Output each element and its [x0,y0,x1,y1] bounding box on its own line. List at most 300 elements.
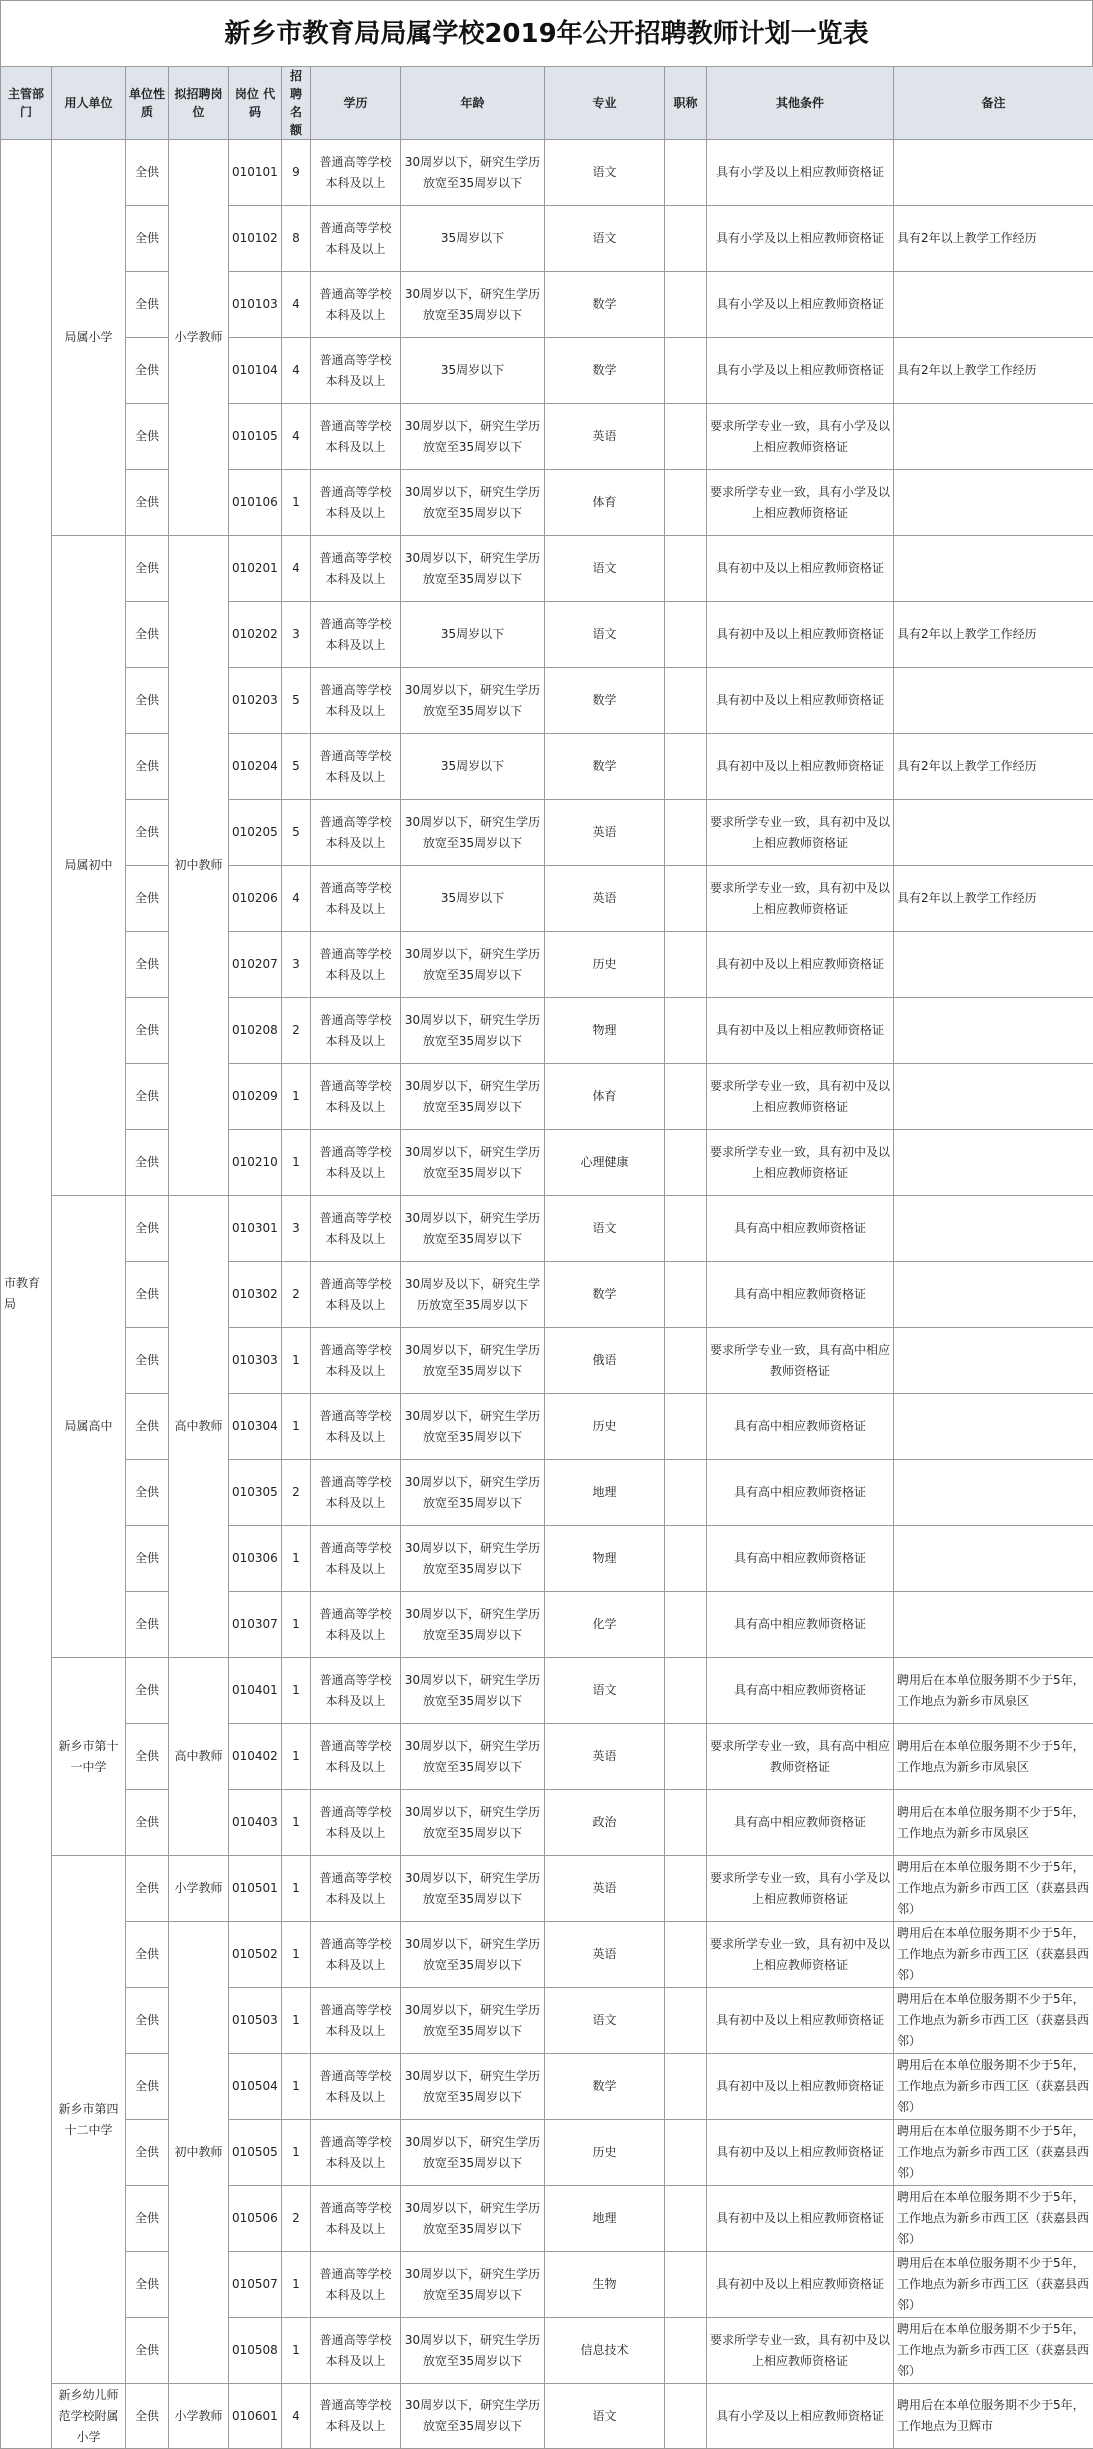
condition-cell: 具有小学及以上相应教师资格证 [707,206,894,272]
table-row [1,206,1093,272]
education-cell: 普通高等学校本科及以上 [311,1988,401,2054]
nature-cell: 全供 [126,2318,169,2384]
count-cell: 1 [282,1790,311,1856]
note-cell: 聘用后在本单位服务期不少于5年，工作地点为新乡市西工区（获嘉县西邻） [894,2054,1093,2120]
table-row [1,1262,1093,1328]
count-cell: 1 [282,1724,311,1790]
title-cell [665,2186,707,2252]
age-cell: 35周岁以下 [401,866,545,932]
title-cell [665,668,707,734]
table-row [1,2054,1093,2120]
unit-cell: 局属小学 [52,140,126,536]
age-cell: 35周岁以下 [401,734,545,800]
table-row [1,1130,1093,1196]
title-cell [665,2252,707,2318]
code-cell: 010206 [229,866,282,932]
count-cell: 2 [282,1460,311,1526]
condition-cell: 要求所学专业一致，具有高中相应教师资格证 [707,1724,894,1790]
title-cell [665,1526,707,1592]
count-cell: 8 [282,206,311,272]
code-cell: 010105 [229,404,282,470]
education-cell: 普通高等学校本科及以上 [311,470,401,536]
note-cell: 聘用后在本单位服务期不少于5年，工作地点为新乡市西工区（获嘉县西邻） [894,2120,1093,2186]
note-cell [894,932,1093,998]
table-row [1,338,1093,404]
code-cell: 010104 [229,338,282,404]
code-cell: 010507 [229,2252,282,2318]
age-cell: 35周岁以下 [401,602,545,668]
age-cell: 30周岁以下，研究生学历放宽至35周岁以下 [401,140,545,206]
major-cell: 英语 [545,404,665,470]
major-cell: 数学 [545,272,665,338]
count-cell: 1 [282,2252,311,2318]
note-cell [894,1262,1093,1328]
condition-cell: 具有高中相应教师资格证 [707,1592,894,1658]
post-cell: 初中教师 [169,536,229,1196]
education-cell: 普通高等学校本科及以上 [311,338,401,404]
age-cell: 30周岁以下，研究生学历放宽至35周岁以下 [401,1856,545,1922]
education-cell: 普通高等学校本科及以上 [311,1856,401,1922]
table-row [1,2252,1093,2318]
education-cell: 普通高等学校本科及以上 [311,1394,401,1460]
major-cell: 数学 [545,2054,665,2120]
condition-cell: 要求所学专业一致，具有小学及以上相应教师资格证 [707,404,894,470]
note-cell [894,1592,1093,1658]
age-cell: 30周岁以下，研究生学历放宽至35周岁以下 [401,1064,545,1130]
note-cell [894,272,1093,338]
nature-cell: 全供 [126,1130,169,1196]
title-cell [665,932,707,998]
count-cell: 1 [282,2318,311,2384]
note-cell [894,800,1093,866]
nature-cell: 全供 [126,1988,169,2054]
note-cell: 聘用后在本单位服务期不少于5年，工作地点为新乡市西工区（获嘉县西邻） [894,2318,1093,2384]
note-cell [894,1130,1093,1196]
major-cell: 历史 [545,1394,665,1460]
note-cell: 聘用后在本单位服务期不少于5年，工作地点为新乡市西工区（获嘉县西邻） [894,2252,1093,2318]
count-cell: 1 [282,2120,311,2186]
condition-cell: 具有高中相应教师资格证 [707,1658,894,1724]
note-cell [894,404,1093,470]
education-cell: 普通高等学校本科及以上 [311,668,401,734]
count-cell: 5 [282,800,311,866]
code-cell: 010304 [229,1394,282,1460]
condition-cell: 具有高中相应教师资格证 [707,1262,894,1328]
condition-cell: 要求所学专业一致，具有小学及以上相应教师资格证 [707,470,894,536]
title-cell [665,1856,707,1922]
note-cell [894,1328,1093,1394]
header-cell: 单位性质 [126,67,169,140]
education-cell: 普通高等学校本科及以上 [311,1790,401,1856]
major-cell: 政治 [545,1790,665,1856]
condition-cell: 具有初中及以上相应教师资格证 [707,734,894,800]
code-cell: 010502 [229,1922,282,1988]
count-cell: 1 [282,1922,311,1988]
condition-cell: 具有高中相应教师资格证 [707,1394,894,1460]
table-row [1,800,1093,866]
education-cell: 普通高等学校本科及以上 [311,602,401,668]
title-cell [665,1592,707,1658]
nature-cell: 全供 [126,1790,169,1856]
age-cell: 30周岁及以下，研究生学历放宽至35周岁以下 [401,1262,545,1328]
age-cell: 30周岁以下，研究生学历放宽至35周岁以下 [401,2384,545,2449]
education-cell: 普通高等学校本科及以上 [311,2252,401,2318]
nature-cell: 全供 [126,998,169,1064]
title-cell [665,272,707,338]
major-cell: 数学 [545,734,665,800]
education-cell: 普通高等学校本科及以上 [311,1196,401,1262]
nature-cell: 全供 [126,1856,169,1922]
title-cell [665,404,707,470]
nature-cell: 全供 [126,668,169,734]
post-cell: 小学教师 [169,2384,229,2449]
age-cell: 30周岁以下，研究生学历放宽至35周岁以下 [401,1988,545,2054]
code-cell: 010204 [229,734,282,800]
unit-cell: 新乡市第四十二中学 [52,1856,126,2384]
major-cell: 英语 [545,866,665,932]
condition-cell: 具有小学及以上相应教师资格证 [707,272,894,338]
count-cell: 1 [282,1988,311,2054]
major-cell: 英语 [545,800,665,866]
title-cell [665,1196,707,1262]
header-cell: 职称 [665,67,707,140]
code-cell: 010503 [229,1988,282,2054]
major-cell: 英语 [545,1724,665,1790]
education-cell: 普通高等学校本科及以上 [311,932,401,998]
code-cell: 010203 [229,668,282,734]
table-row [1,1394,1093,1460]
major-cell: 数学 [545,338,665,404]
condition-cell: 要求所学专业一致，具有小学及以上相应教师资格证 [707,1856,894,1922]
code-cell: 010106 [229,470,282,536]
table-row [1,1064,1093,1130]
age-cell: 30周岁以下，研究生学历放宽至35周岁以下 [401,1592,545,1658]
count-cell: 2 [282,1262,311,1328]
title-cell [665,866,707,932]
title-cell [665,1262,707,1328]
education-cell: 普通高等学校本科及以上 [311,1526,401,1592]
note-cell: 具有2年以上教学工作经历 [894,602,1093,668]
major-cell: 俄语 [545,1328,665,1394]
education-cell: 普通高等学校本科及以上 [311,2054,401,2120]
table-row [1,1856,1093,1922]
table-row [1,1460,1093,1526]
note-cell: 聘用后在本单位服务期不少于5年，工作地点为新乡市西工区（获嘉县西邻） [894,1988,1093,2054]
age-cell: 30周岁以下，研究生学历放宽至35周岁以下 [401,668,545,734]
note-cell: 具有2年以上教学工作经历 [894,734,1093,800]
major-cell: 语文 [545,1988,665,2054]
table-row [1,1922,1093,1988]
note-cell [894,1526,1093,1592]
nature-cell: 全供 [126,2120,169,2186]
condition-cell: 要求所学专业一致，具有初中及以上相应教师资格证 [707,866,894,932]
header-cell: 用人单位 [52,67,126,140]
table-row [1,998,1093,1064]
count-cell: 4 [282,866,311,932]
title-cell [665,800,707,866]
header-cell: 主管部门 [1,67,52,140]
count-cell: 1 [282,1328,311,1394]
education-cell: 普通高等学校本科及以上 [311,404,401,470]
table-row [1,2120,1093,2186]
count-cell: 3 [282,1196,311,1262]
condition-cell: 要求所学专业一致，具有初中及以上相应教师资格证 [707,2318,894,2384]
count-cell: 2 [282,998,311,1064]
code-cell: 010305 [229,1460,282,1526]
count-cell: 1 [282,1394,311,1460]
age-cell: 30周岁以下，研究生学历放宽至35周岁以下 [401,470,545,536]
note-cell [894,470,1093,536]
age-cell: 30周岁以下，研究生学历放宽至35周岁以下 [401,1658,545,1724]
table-row [1,404,1093,470]
code-cell: 010506 [229,2186,282,2252]
education-cell: 普通高等学校本科及以上 [311,1130,401,1196]
table-row [1,536,1093,602]
header-cell: 岗位 代码 [229,67,282,140]
condition-cell: 具有初中及以上相应教师资格证 [707,602,894,668]
condition-cell: 要求所学专业一致，具有初中及以上相应教师资格证 [707,800,894,866]
age-cell: 30周岁以下，研究生学历放宽至35周岁以下 [401,1922,545,1988]
header-cell: 其他条件 [707,67,894,140]
note-cell [894,140,1093,206]
age-cell: 30周岁以下，研究生学历放宽至35周岁以下 [401,1394,545,1460]
age-cell: 30周岁以下，研究生学历放宽至35周岁以下 [401,272,545,338]
education-cell: 普通高等学校本科及以上 [311,1328,401,1394]
nature-cell: 全供 [126,866,169,932]
table-row [1,668,1093,734]
code-cell: 010402 [229,1724,282,1790]
nature-cell: 全供 [126,536,169,602]
nature-cell: 全供 [126,272,169,338]
count-cell: 1 [282,1856,311,1922]
code-cell: 010302 [229,1262,282,1328]
count-cell: 4 [282,536,311,602]
code-cell: 010207 [229,932,282,998]
note-cell [894,1196,1093,1262]
age-cell: 30周岁以下，研究生学历放宽至35周岁以下 [401,1328,545,1394]
nature-cell: 全供 [126,2186,169,2252]
title-cell [665,2120,707,2186]
header-row [1,67,1093,140]
note-cell: 聘用后在本单位服务期不少于5年，工作地点为新乡市西工区（获嘉县西邻） [894,2186,1093,2252]
education-cell: 普通高等学校本科及以上 [311,1658,401,1724]
major-cell: 生物 [545,2252,665,2318]
title-cell [665,1988,707,2054]
age-cell: 35周岁以下 [401,206,545,272]
major-cell: 物理 [545,998,665,1064]
table-row [1,1328,1093,1394]
nature-cell: 全供 [126,932,169,998]
title-cell [665,470,707,536]
note-cell [894,1394,1093,1460]
education-cell: 普通高等学校本科及以上 [311,998,401,1064]
dept-cell: 市教育局 [1,140,52,2449]
nature-cell: 全供 [126,206,169,272]
count-cell: 1 [282,1064,311,1130]
nature-cell: 全供 [126,140,169,206]
title-cell [665,602,707,668]
age-cell: 30周岁以下，研究生学历放宽至35周岁以下 [401,536,545,602]
count-cell: 4 [282,404,311,470]
table-row [1,1592,1093,1658]
major-cell: 英语 [545,1922,665,1988]
count-cell: 4 [282,338,311,404]
title-cell [665,2384,707,2449]
nature-cell: 全供 [126,404,169,470]
education-cell: 普通高等学校本科及以上 [311,1592,401,1658]
header-cell: 专业 [545,67,665,140]
nature-cell: 全供 [126,1460,169,1526]
age-cell: 35周岁以下 [401,338,545,404]
note-cell: 聘用后在本单位服务期不少于5年，工作地点为新乡市西工区（获嘉县西邻） [894,1922,1093,1988]
page-title: 新乡市教育局局属学校2019年公开招聘教师计划一览表 [0,0,1093,66]
post-cell: 高中教师 [169,1196,229,1658]
condition-cell: 具有初中及以上相应教师资格证 [707,998,894,1064]
unit-cell: 局属初中 [52,536,126,1196]
major-cell: 英语 [545,1856,665,1922]
table-row [1,140,1093,206]
age-cell: 30周岁以下，研究生学历放宽至35周岁以下 [401,932,545,998]
education-cell: 普通高等学校本科及以上 [311,800,401,866]
title-cell [665,536,707,602]
title-cell [665,1130,707,1196]
nature-cell: 全供 [126,1658,169,1724]
code-cell: 010103 [229,272,282,338]
nature-cell: 全供 [126,1526,169,1592]
major-cell: 物理 [545,1526,665,1592]
post-cell: 初中教师 [169,1922,229,2384]
nature-cell: 全供 [126,1394,169,1460]
note-cell: 具有2年以上教学工作经历 [894,338,1093,404]
major-cell: 语文 [545,140,665,206]
education-cell: 普通高等学校本科及以上 [311,2186,401,2252]
code-cell: 010208 [229,998,282,1064]
nature-cell: 全供 [126,1922,169,1988]
age-cell: 30周岁以下，研究生学历放宽至35周岁以下 [401,2252,545,2318]
age-cell: 30周岁以下，研究生学历放宽至35周岁以下 [401,1724,545,1790]
age-cell: 30周岁以下，研究生学历放宽至35周岁以下 [401,1526,545,1592]
education-cell: 普通高等学校本科及以上 [311,866,401,932]
note-cell: 聘用后在本单位服务期不少于5年，工作地点为新乡市凤泉区 [894,1658,1093,1724]
code-cell: 010102 [229,206,282,272]
note-cell [894,536,1093,602]
education-cell: 普通高等学校本科及以上 [311,1064,401,1130]
table-row [1,2318,1093,2384]
title-cell [665,2054,707,2120]
age-cell: 30周岁以下，研究生学历放宽至35周岁以下 [401,2120,545,2186]
table-row [1,1526,1093,1592]
table-row [1,1790,1093,1856]
education-cell: 普通高等学校本科及以上 [311,2318,401,2384]
code-cell: 010303 [229,1328,282,1394]
header-cell: 招聘名额 [282,67,311,140]
count-cell: 5 [282,734,311,800]
count-cell: 3 [282,602,311,668]
nature-cell: 全供 [126,1328,169,1394]
code-cell: 010205 [229,800,282,866]
code-cell: 010307 [229,1592,282,1658]
title-cell [665,1394,707,1460]
condition-cell: 具有初中及以上相应教师资格证 [707,1988,894,2054]
condition-cell: 具有高中相应教师资格证 [707,1526,894,1592]
education-cell: 普通高等学校本科及以上 [311,536,401,602]
title-cell [665,1658,707,1724]
condition-cell: 具有初中及以上相应教师资格证 [707,2186,894,2252]
count-cell: 1 [282,1130,311,1196]
age-cell: 30周岁以下，研究生学历放宽至35周岁以下 [401,2186,545,2252]
recruitment-table [0,66,1093,2449]
major-cell: 语文 [545,1196,665,1262]
age-cell: 30周岁以下，研究生学历放宽至35周岁以下 [401,404,545,470]
condition-cell: 具有初中及以上相应教师资格证 [707,536,894,602]
code-cell: 010501 [229,1856,282,1922]
table-row [1,866,1093,932]
post-cell: 高中教师 [169,1658,229,1856]
education-cell: 普通高等学校本科及以上 [311,2120,401,2186]
count-cell: 1 [282,1658,311,1724]
code-cell: 010401 [229,1658,282,1724]
major-cell: 心理健康 [545,1130,665,1196]
code-cell: 010101 [229,140,282,206]
nature-cell: 全供 [126,1262,169,1328]
note-cell [894,1064,1093,1130]
major-cell: 体育 [545,1064,665,1130]
title-cell [665,1922,707,1988]
major-cell: 地理 [545,1460,665,1526]
major-cell: 语文 [545,536,665,602]
code-cell: 010201 [229,536,282,602]
major-cell: 信息技术 [545,2318,665,2384]
count-cell: 3 [282,932,311,998]
nature-cell: 全供 [126,734,169,800]
education-cell: 普通高等学校本科及以上 [311,206,401,272]
title-cell [665,1064,707,1130]
code-cell: 010202 [229,602,282,668]
table-row [1,2384,1093,2449]
age-cell: 30周岁以下，研究生学历放宽至35周岁以下 [401,2318,545,2384]
title-cell [665,998,707,1064]
note-cell: 聘用后在本单位服务期不少于5年，工作地点为新乡市凤泉区 [894,1790,1093,1856]
condition-cell: 要求所学专业一致，具有高中相应教师资格证 [707,1328,894,1394]
post-cell: 小学教师 [169,1856,229,1922]
table-row [1,1196,1093,1262]
education-cell: 普通高等学校本科及以上 [311,1724,401,1790]
note-cell: 具有2年以上教学工作经历 [894,206,1093,272]
condition-cell: 具有小学及以上相应教师资格证 [707,338,894,404]
condition-cell: 具有高中相应教师资格证 [707,1196,894,1262]
note-cell [894,1460,1093,1526]
nature-cell: 全供 [126,1064,169,1130]
nature-cell: 全供 [126,800,169,866]
code-cell: 010403 [229,1790,282,1856]
education-cell: 普通高等学校本科及以上 [311,272,401,338]
major-cell: 体育 [545,470,665,536]
code-cell: 010301 [229,1196,282,1262]
nature-cell: 全供 [126,1196,169,1262]
nature-cell: 全供 [126,602,169,668]
major-cell: 化学 [545,1592,665,1658]
age-cell: 30周岁以下，研究生学历放宽至35周岁以下 [401,998,545,1064]
major-cell: 数学 [545,668,665,734]
unit-cell: 局属高中 [52,1196,126,1658]
unit-cell: 新乡幼儿师范学校附属小学 [52,2384,126,2449]
note-cell [894,668,1093,734]
major-cell: 历史 [545,2120,665,2186]
note-cell [894,998,1093,1064]
table-body [1,140,1093,2449]
condition-cell: 具有小学及以上相应教师资格证 [707,2384,894,2449]
education-cell: 普通高等学校本科及以上 [311,734,401,800]
